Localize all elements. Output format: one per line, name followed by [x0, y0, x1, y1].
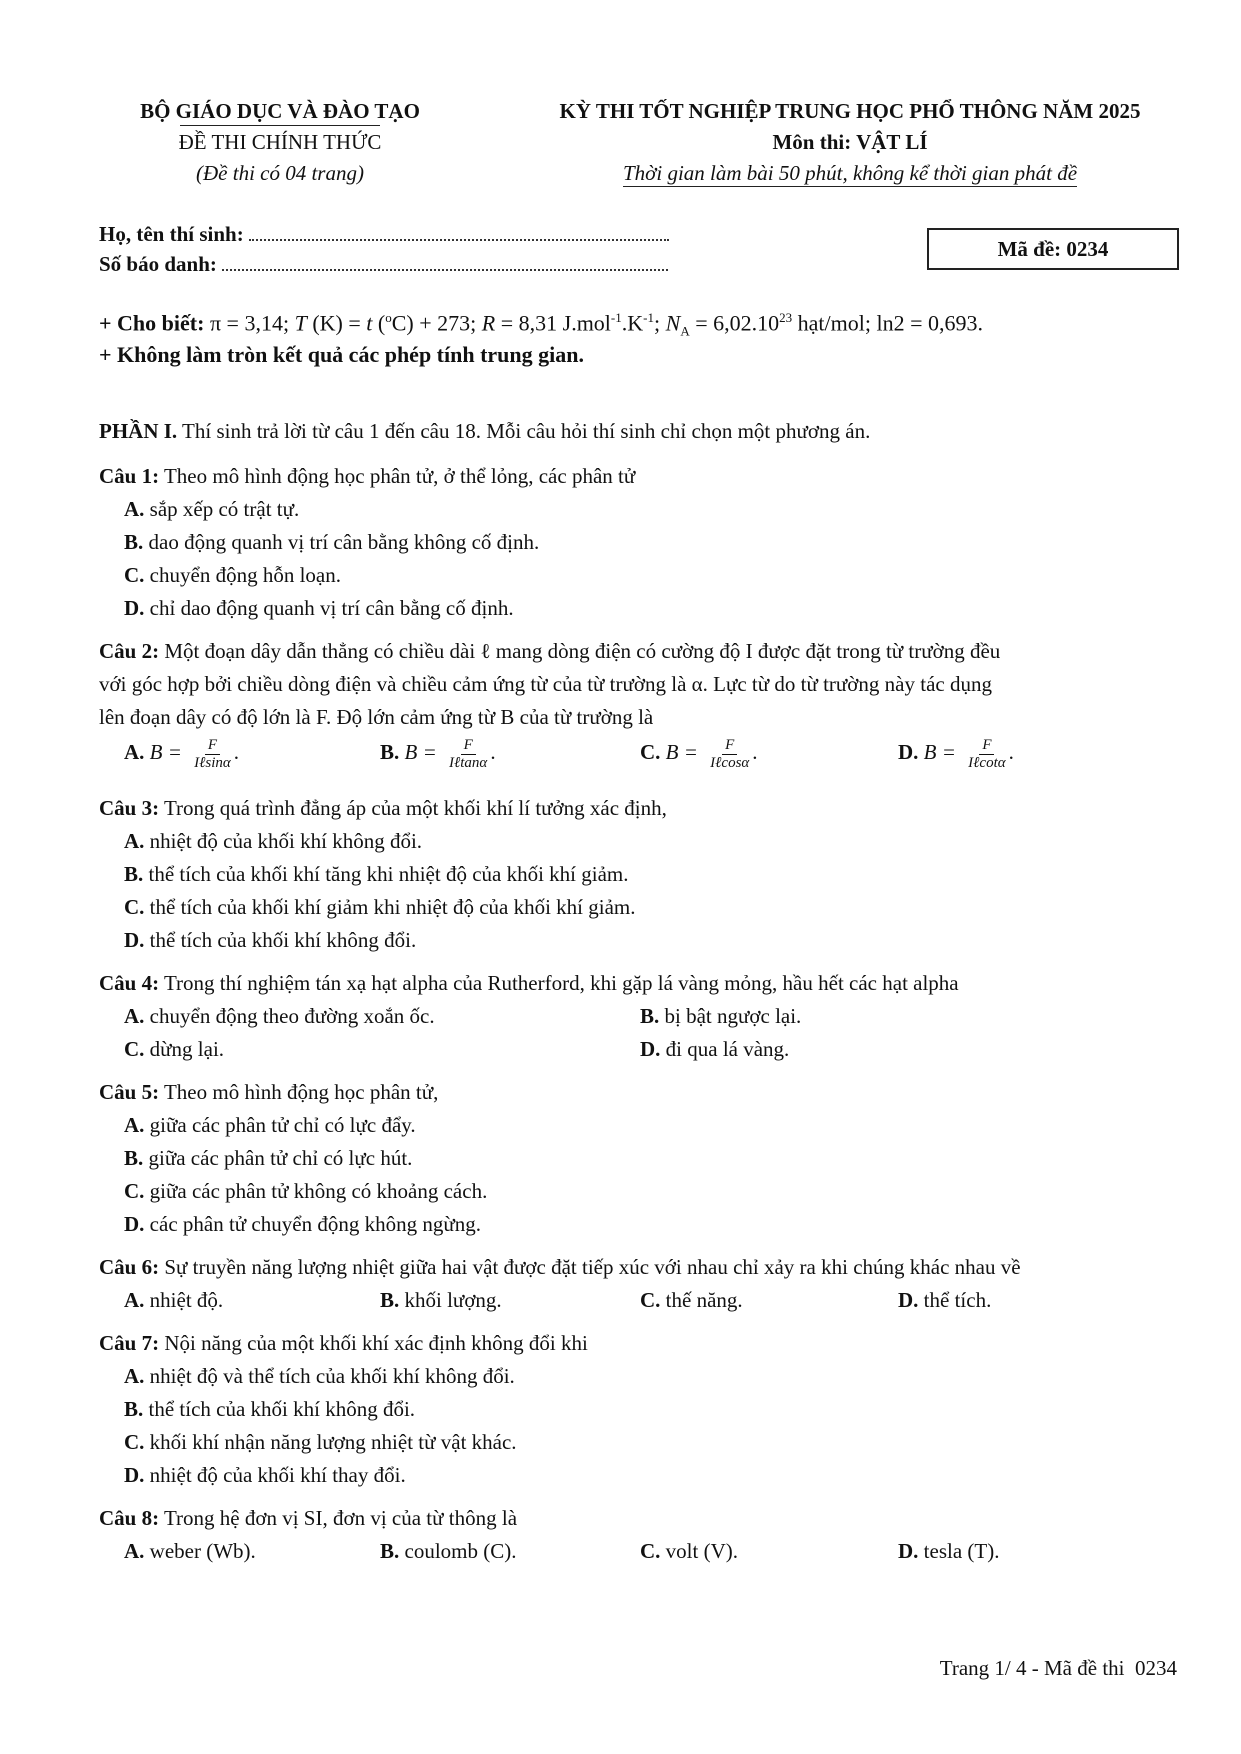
part1-header [99, 415, 870, 448]
symbol-t: t [366, 310, 373, 336]
question-label: Câu 5: [99, 1080, 160, 1104]
question-1 [99, 460, 635, 493]
option-letter: C. [124, 1179, 145, 1203]
denominator: Iℓcosα [710, 754, 750, 771]
option-text: thể tích của khối khí tăng khi nhiệt độ của khối khí giảm. [143, 862, 629, 886]
question-label: Câu 4: [99, 971, 160, 995]
option-text: nhiệt độ. [144, 1288, 224, 1312]
formula-lhs: B = [144, 740, 188, 764]
question-2-line2: với góc hợp bởi chiều dòng điện và chiều cảm ứng từ của từ trường là α. Lực từ do từ trường này tác dụng [99, 672, 992, 696]
exp-sup: 23 [779, 310, 793, 325]
option-text: thể tích của khối khí không đổi. [144, 928, 417, 952]
option-text: giữa các phân tử không có khoảng cách. [144, 1179, 488, 1203]
option-text: thể tích của khối khí không đổi. [143, 1397, 416, 1421]
name-field[interactable] [249, 229, 669, 241]
option-letter: A. [124, 1539, 145, 1563]
option-letter: A. [124, 1004, 145, 1028]
option-2c[interactable] [640, 736, 758, 772]
option-letter: C. [124, 563, 145, 587]
question-2 [99, 635, 1000, 668]
option-6a[interactable] [124, 1284, 223, 1317]
option-7b[interactable] [124, 1393, 415, 1426]
option-letter: A. [124, 497, 145, 521]
header-right [490, 96, 1210, 189]
option-2d[interactable] [898, 736, 1014, 772]
option-letter: C. [124, 1037, 145, 1061]
option-text: chuyển động hỗn loạn. [144, 563, 341, 587]
name-field-row [99, 222, 669, 247]
fraction [191, 737, 234, 772]
option-1a[interactable] [124, 493, 299, 526]
denominator: Iℓsinα [194, 754, 231, 771]
option-letter: D. [124, 1212, 145, 1236]
option-text: đi qua lá vàng. [660, 1037, 790, 1061]
option-1c[interactable] [124, 559, 341, 592]
option-text: nhiệt độ của khối khí không đổi. [144, 829, 423, 853]
numerator: F [979, 737, 994, 755]
question-text: Nội năng của một khối khí xác định không đổi khi [159, 1331, 588, 1355]
question-4 [99, 967, 959, 1000]
question-label: Câu 3: [99, 796, 160, 820]
option-letter: B. [640, 1004, 660, 1028]
period: . [233, 740, 240, 764]
question-text: Theo mô hình động học phân tử, [159, 1080, 439, 1104]
exam-code: 0234 [1066, 237, 1109, 261]
id-label: Số báo danh: [99, 252, 217, 276]
question-6 [99, 1251, 1021, 1284]
option-letter: D. [898, 740, 919, 764]
official-label-wrap [90, 127, 470, 158]
option-3d[interactable] [124, 924, 416, 957]
option-5b[interactable] [124, 1142, 412, 1175]
option-text: dừng lại. [144, 1037, 225, 1061]
option-letter: C. [640, 1288, 661, 1312]
question-label: Câu 7: [99, 1331, 160, 1355]
option-text: thế năng. [660, 1288, 743, 1312]
option-4c[interactable] [124, 1033, 224, 1066]
option-7c[interactable] [124, 1426, 517, 1459]
official-label: ĐỀ THI CHÍNH THỨC [178, 130, 382, 154]
option-letter: A. [124, 1288, 145, 1312]
option-7d[interactable] [124, 1459, 406, 1492]
option-letter: D. [124, 596, 145, 620]
formula-lhs: B = [399, 740, 443, 764]
mol-sup: -1 [610, 310, 622, 325]
question-2-line3: lên đoạn dây có độ lớn là F. Độ lớn cảm ứng từ B của từ trường là [99, 705, 654, 729]
k-sup: -1 [643, 310, 654, 325]
exam-code-label: Mã đề: [997, 237, 1062, 261]
given-text: π = 3,14; [204, 310, 295, 336]
option-letter: C. [640, 740, 661, 764]
question-text: Sự truyền năng lượng nhiệt giữa hai vật được đặt tiếp xúc với nhau chỉ xảy ra khi chúng khác nhau về [159, 1255, 1021, 1279]
question-3 [99, 792, 667, 825]
denominator: Iℓcotα [968, 754, 1006, 771]
option-3c[interactable] [124, 891, 636, 924]
option-letter: D. [124, 1463, 145, 1487]
given-text: ( [372, 310, 386, 336]
exam-code-box [927, 228, 1179, 270]
option-8a[interactable] [124, 1535, 256, 1568]
name-label: Họ, tên thí sinh: [99, 222, 244, 246]
id-field[interactable] [222, 259, 668, 271]
period: . [490, 740, 496, 764]
option-3a[interactable] [124, 825, 422, 858]
option-2a[interactable] [124, 736, 239, 772]
numerator: F [722, 737, 737, 755]
question-text: Trong hệ đơn vị SI, đơn vị của từ thông là [159, 1506, 518, 1530]
option-text: bị bật ngược lại. [659, 1004, 802, 1028]
ministry-name: BỘ GIÁO DỤC VÀ ĐÀO TẠO [140, 99, 420, 123]
given-text: = 8,31 J.mol [495, 310, 611, 336]
option-8b[interactable] [380, 1535, 517, 1568]
option-3b[interactable] [124, 858, 629, 891]
given-text: = 6,02.10 [689, 310, 780, 336]
degree-sup: o [385, 310, 392, 325]
option-6d[interactable] [898, 1284, 991, 1317]
option-letter: B. [380, 740, 400, 764]
fraction [446, 737, 490, 772]
question-text: Trong quá trình đẳng áp của một khối khí lí tưởng xác định, [159, 796, 667, 820]
given-text: hạt/mol; ln2 = 0,693. [792, 310, 983, 336]
option-6b[interactable] [380, 1284, 502, 1317]
given-text: C) + 273; [391, 310, 482, 336]
question-label: Câu 2: [99, 639, 160, 663]
option-7a[interactable] [124, 1360, 515, 1393]
fraction [707, 737, 752, 772]
question-text: Theo mô hình động học phân tử, ở thể lỏng, các phân tử [159, 464, 636, 488]
question-text: Trong thí nghiệm tán xạ hạt alpha của Rutherford, khi gặp lá vàng mỏng, hầu hết các hạt alpha [159, 971, 959, 995]
option-text: tesla (T). [918, 1539, 1000, 1563]
option-text: chỉ dao động quanh vị trí cân bằng cố định. [144, 596, 514, 620]
page-footer: Trang 1/ 4 - Mã đề thi 0234 [939, 1656, 1177, 1680]
option-8d[interactable] [898, 1535, 999, 1568]
question-7 [99, 1327, 588, 1360]
option-letter: D. [898, 1288, 919, 1312]
option-letter: D. [640, 1037, 661, 1061]
question-label: Câu 1: [99, 464, 160, 488]
fraction [965, 737, 1008, 772]
numerator: F [461, 737, 476, 755]
symbol-R: R [481, 310, 496, 336]
option-1b[interactable] [124, 526, 539, 559]
id-field-row [99, 252, 668, 277]
denominator: Iℓtanα [449, 754, 488, 771]
option-text: giữa các phân tử chỉ có lực đẩy. [144, 1113, 416, 1137]
option-letter: B. [124, 1397, 144, 1421]
period: . [1008, 740, 1014, 764]
option-letter: A. [124, 1364, 145, 1388]
header-left [90, 96, 470, 189]
option-5c[interactable] [124, 1175, 487, 1208]
question-8 [99, 1502, 517, 1535]
option-text: dao động quanh vị trí cân bằng không cố định. [143, 530, 540, 554]
option-4a[interactable] [124, 1000, 435, 1033]
symbol-NA: N [665, 310, 681, 336]
pages-note: (Đề thi có 04 trang) [196, 161, 364, 185]
question-5 [99, 1076, 438, 1109]
option-letter: C. [124, 1430, 145, 1454]
option-text: khối khí nhận năng lượng nhiệt từ vật khác. [144, 1430, 517, 1454]
option-letter: D. [124, 928, 145, 952]
subject-label: Môn thi: VẬT LÍ [772, 130, 928, 154]
option-text: nhiệt độ và thể tích của khối khí không đổi. [144, 1364, 515, 1388]
option-text: khối lượng. [399, 1288, 502, 1312]
option-2b[interactable] [380, 736, 496, 772]
period: . [752, 740, 758, 764]
question-label: Câu 8: [99, 1506, 160, 1530]
question-text: Một đoạn dây dẫn thẳng có chiều dài ℓ mang dòng điện có cường độ I được đặt trong từ trường đều [159, 639, 1001, 663]
option-text: chuyển động theo đường xoắn ốc. [144, 1004, 435, 1028]
option-letter: D. [898, 1539, 919, 1563]
option-6c[interactable] [640, 1284, 743, 1317]
option-text: thể tích. [918, 1288, 992, 1312]
option-8c[interactable] [640, 1535, 738, 1568]
option-4b[interactable] [640, 1000, 801, 1033]
rounding-note: + Không làm tròn kết quả các phép tính trung gian. [99, 342, 584, 367]
numerator: F [205, 737, 220, 755]
option-letter: B. [124, 862, 144, 886]
option-text: weber (Wb). [144, 1539, 256, 1563]
option-text: thể tích của khối khí giảm khi nhiệt độ của khối khí giảm. [144, 895, 636, 919]
formula-lhs: B = [918, 740, 962, 764]
option-text: volt (V). [660, 1539, 738, 1563]
option-5a[interactable] [124, 1109, 416, 1142]
na-sub: A [680, 323, 690, 339]
option-1d[interactable] [124, 592, 514, 625]
option-text: giữa các phân tử chỉ có lực hút. [143, 1146, 413, 1170]
option-text: các phân tử chuyển động không ngừng. [144, 1212, 481, 1236]
option-letter: A. [124, 829, 145, 853]
option-letter: B. [124, 530, 144, 554]
option-letter: B. [380, 1539, 400, 1563]
part1-instruction: Thí sinh trả lời từ câu 1 đến câu 18. Mỗi câu hỏi thí sinh chỉ chọn một phương án. [177, 419, 871, 443]
given-prefix: + Cho biết: [99, 310, 205, 336]
part1-label: PHẦN I. [99, 419, 178, 443]
option-text: coulomb (C). [399, 1539, 517, 1563]
time-note: Thời gian làm bài 50 phút, không kể thời gian phát đề [622, 161, 1078, 185]
option-letter: B. [124, 1146, 144, 1170]
option-letter: A. [124, 1113, 145, 1137]
given-constants [99, 310, 983, 340]
exam-title: KỲ THI TỐT NGHIỆP TRUNG HỌC PHỔ THÔNG NĂM 2025 [559, 99, 1141, 123]
option-letter: A. [124, 740, 145, 764]
formula-lhs: B = [660, 740, 704, 764]
given-text: ; [654, 310, 666, 336]
divider [180, 125, 380, 126]
option-text: nhiệt độ của khối khí thay đổi. [144, 1463, 406, 1487]
option-text: sắp xếp có trật tự. [144, 497, 300, 521]
given-text: (K) = [306, 310, 367, 336]
given-text: .K [621, 310, 644, 336]
question-label: Câu 6: [99, 1255, 160, 1279]
option-5d[interactable] [124, 1208, 481, 1241]
symbol-T: T [294, 310, 307, 336]
option-letter: C. [640, 1539, 661, 1563]
option-letter: B. [380, 1288, 400, 1312]
option-letter: C. [124, 895, 145, 919]
option-4d[interactable] [640, 1033, 789, 1066]
